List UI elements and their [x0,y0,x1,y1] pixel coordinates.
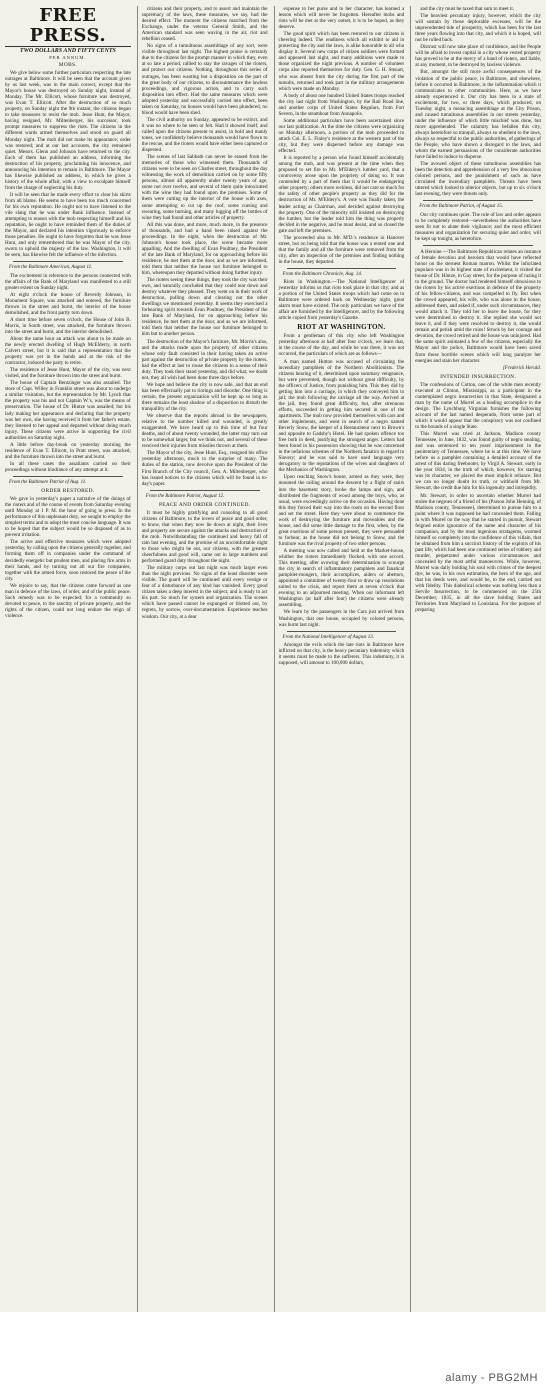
source-line: From the Baltimore Patriot of Aug. 11. [9,480,87,485]
article-paragraph: It must be highly gratifying and consoling to all good citizens of Baltimore, to the lovers of peace and good order, to know, that when they now lie down at night, their lives and property are secure against the attacks and destruction of the mob. Notwithstanding the continued and heavy fall of rain last evening, and the promise of an uncomfortable night to those who might be out, our citizens, with the greatest cheerfulness and good will, came out in large numbers and performed guard duty throughout the night. [141,509,268,565]
article-paragraph: The destruction of the Mayor's furniture, Mr. Morris's also, and the attacks made upon the property of other citizens whose only fault consisted in their having taken an active part against the destruction of private property by the rioters, had the effect at last to rouse the citizens to a sense of their duty. They took their stand yesterday, and did what, we doubt not, they all wish had been done three days before. [141,338,268,381]
column-3 [274,6,405,1316]
article-paragraph: A short time before seven o'clock, the House of John B. Morris, in South street, was attacked, the furniture thrown into the street and burnt, and the interior demolished. [5,316,131,335]
article-paragraph: The heaviest pecuniary injury, however, which the city will sustain by those deplorable excesses, will be the unprecedented tide of prosperity, which has been for the last three years flowing into that city, and which it is hoped, will not be rolled back. [415,13,541,44]
article-paragraph: This Murrel was tried at Jackson, Madison county Tennessee, in June, 1832, was found guilty of negro stealing, and was sentenced to ten years' imprisonment in the penitentiary of Tennessee, where he is at this time. We have before us a pamphlet containing a detailed account of the arrest of this daring freebooter, by Virgil A. Stewart, early in the year 1834, in the truth of which, however, for starting was its character, we placed the most implicit reliance. But we can no longer doubt its truth, or withhold from Mr. Stewart, the credit due him for his ingenuity and intrepidity. [415,431,541,492]
divider [423,200,533,201]
column-4 [410,6,541,1316]
headline-peace-and-order: PEACE AND ORDER CONTINUED. [158,501,251,508]
article-paragraph: A little before day-break on yesterday morning the residence of Evan T. Ellicott, in Pratt street, was attacked, and the furniture thrown into the street and burnt. [5,441,131,460]
source-line: [Frederick Herald. [502,365,541,371]
article-paragraph: The proceeded also to Mr. M'D.'s residence in Hanover street, but on being told that the house was a rented one and that the family and all the furniture were removed from the city, after an inspection of the premises and finding nothing in the house, they departed. [278,234,405,265]
source-line: From the Baltimore American, August 11. [9,265,93,271]
subscription-period: PER ANNUM. [49,55,87,60]
article-paragraph: From a gentleman of this city who left Washington yesterday afternoon at half after four o'clock, we learn that, in the course of the day, and while he was there, it was not occurred, the particulars of which are as follows— [278,333,405,358]
source-line: From the Baltimore Chronicle, Aug. 14. [282,271,363,277]
column-1 [5,6,131,1316]
article-paragraph: We gave in yesterday's paper a narrative of the doings of the rioters and of the course of events from Saturday evening until Monday at 1 P. M. the hour of going to press. In the performance of this unpleasant duty, we sought to employ the simplest terms and to adopt the most concise language. It was to be hoped that the subject would be so disposed of as to prevent irritation. [5,496,131,539]
article-paragraph: The rioters seeing these things, they took the city was their own, and naturally concluded that they could tear down and destroy whatever they pleased. They went on in their work of destruction, pulling down and clearing out the other dwellings we mentioned yesterday. It seems they exercised a forbearing spirit towards Evan Poultney, the President of the late Bank of Maryland, for on approaching before his residence, he met them at the door, and as we are informed, told them that neither the house nor furniture belonged to him but to another person. [141,277,268,338]
headline-intended-insurrection: INTENDED INSURRECTION. [440,373,517,380]
article-paragraph: A meeting was now called and held at the Market-house, whither the rioters immediately flocked, with one accord. This meeting, after avowing their determination to scourge the city in search of inflammatory pamphlets and fanatical pamphlet-mongers, their accomplices, aiders or abettors, appointed a committee of twenty-four to draw up resolutions suited to the crisis, and report them at seven o'clock that evening to an adjourned meeting. When our informant left Washington (at half after four) the citizens were already assembling. [278,547,405,609]
column-2 [137,6,268,1316]
article-paragraph: The Mayor of the city, Jesse Hunt, Esq., resigned his office yesterday afternoon, much to the surprise of many. The duties of the station, now devolve upon the President of the First Branch of the City council, Gen. A. Miltenberger, who has issued notices to the citizens which will be found in to-day's paper. [141,450,268,487]
source-line: From the Baltimore Patriot, August 12. [145,493,225,499]
columns [5,6,541,1316]
article-paragraph: We rejoice to say, that the citizens came forward as one man in defence of the laws, of order, and of the public peace. Such remedy was to be expected; for a community so devoted to peace, to the sanctity of private property, and the rights of the citizen, could not long endure the reign of violence. [5,582,131,619]
divider [423,245,533,246]
headline-mobs: MOBS. [58,62,77,68]
article-paragraph: Upon reaching Snow's house, armed as they were, they mounted the railing around the descent by a flight of stairs into the basement story, broke the lamps and sign, and distributed the fragments of wood among the boys, who, as usual, were exceedingly active on the occasion. Having done this they forced their way into the room on the second floor and set the street. Here they were about to commence the work of destroying the furniture and moveables and the house, and did some little damage to the first, when, by the great exertions of some person present, they were persuaded to forbear, as the house did not belong to Snow, and the furniture was the rival property of two other persons. [278,474,405,547]
article-paragraph: But, amongst the still more awful consequences of the violation of the public peace, in Baltimore, and elsewhere, before it occurred in Baltimore, is the inflammation which it communicates to other communities. Here, as we have already experienced it. Our city has been in a state of excitement, for two, or three days, which produced, on Tuesday night, a menacing assemblage at the City Prison, and caused tumultuous assemblies in our streets yesterday, under the influence of which little mischief was done, but more apprehended. The calamity has befallen this city, always heretofore so tranquil, always so obedient to the laws, always so respectful to the public authorities, of gatherings of the People, who have shown a disregard to the laws, and whom the earnest persuasions of the considerate authorities have failed to induce to disperse. [415,69,541,161]
article-paragraph: Riots in Washington.—The National Intelligencer of yesterday informs us that riots took place in that city; and as a portion of the United States troops which had come on to Baltimore were ordered back on Wednesday night, great alarm must have existed. The only particulars we have of the affair are furnished by the Intelligencer, and by the following article copied from yesterday's Gazette. [278,279,405,322]
article-paragraph: A Heroine.—The Baltimore Republican relates an instance of female devotion and heroism that would have reflected honor on the sternest Roman matron. Whilst the infuriated populace was in its highest state of excitement, it visited the house of Dr. Hintze, in Gay street, for the purpose of razing it to the ground. The doctor had rendered himself obnoxious to the rioters by his active exertions in defence of the property of his fellow-citizens, and was compelled to fly. But when the crowd appeared, his wife, who was alone in the house, addressed them, and asked if, under such circumstances, they would attack it. They told her to leave the house, for they were determined to destroy it. She replied she would not leave it, and if they were resolved to destroy it, she would remain and perish amid the ruins! Struck by her courage and devotion, the crowd retired and the house was uninjured. Had the same spirit animated a few of the citizens, especially the Mayor and the police, Baltimore would have been saved from those horrible scenes which will long paralyze her energies and stain her character. [415,248,541,364]
article-paragraph: No signs of a tumultuous assemblage of any sort, were visible throughout last night. The highest praise is certainly due to the citizens for the prompt manner in which they, even at so late a period, rallied to stay the ravages of the rioters, and protect our citizens. Nothing, throughout this series of outrages, has been wanting but a disposition on the part of the great body of our citizens, to discountenance the lawless proceedings, and vigorous action, and to carry such disposition into effect. Had the same measures which were adopted yesterday and successfully carried into effect, been taken on Saturday, no houses would have been plundered, no blood would have been shed. [141,43,268,116]
article-paragraph: We hope and believe the city is now safe, and that an end has been effectually put to riotings and disorder. One thing is certain, the present organization will be kept up so long as there remains the least shadow of a disposition to disturb the tranquillity of the city. [141,381,268,413]
article-paragraph: The military corps out last night was much larger even than the night previous. No signs of the least disorder were visible. The guard will be continued until every vestige or fear of a disturbance of any kind has vanished. Every good citizen takes a deep interest in the subject, and is ready to act his part. So much for system and organization. The scenes which have passed cannot be expunged or blotted out, by regrets, by sorrow, over-documentation. Experience teaches wisdom. Our city, at a dear [141,565,268,620]
article-paragraph: At eight o'clock the house of Reverdy Johnson, in Monument Square, was attacked and entered, the furniture thrown in the street and burnt, the interior of the house demolished, and the front partly torn down. [5,291,131,316]
article-paragraph: The confessions of Cotton, one of the white men recently executed at Clinton, Mississippi, as a participant in the contemplated negro insurrection in that State, designated a man by the name of Murrel as a leading accomplice in the design. The Lynchburg Virginian furnishes the following account of the last named desperado, from some part of which it would appear that the conspiracy was not confined to the bounds of a single State. [415,381,541,430]
article-paragraph: In all these cases the assailants carried on their proceedings without hindrance of any attempt at it. [5,460,131,473]
source-line: From the Baltimore Patriot, of August 15. [419,204,503,210]
subscription-price: TWO DOLLARS AND FIFTY CENTS [19,48,116,54]
divider [150,490,260,491]
article-paragraph: The good spirit which has been restored to our citizens is cheering indeed. The readiness which all exhibit to aid in protecting the city and the laws, is alike honorable to all who display it. Several new corps of citizen soldiers were formed and appeared last night, and many additions were made to those organized the night previous. A number of volunteer corps also reported themselves for duty. Gen. G. H. Steuart, who was absent from the city during the first part of the tumults, returned and took part in the military arrangements which were made on Monday. [278,31,405,92]
article-paragraph: The civil authority on Sunday, appeared to be extinct, and it was no where to be seen or felt. Had it showed itself, and called upon the citizens present to assist, in bold and manly tones, we confidently believe thousands would have flown to the rescue, and the rioters would have either been captured or dispersed. [141,116,268,154]
divider [13,261,123,262]
article-paragraph: and the city must be taxed that sum to meet it. [420,6,515,12]
article-paragraph: A body of about one hundred United States troops reached the city last night from Washington, by the Rail Road line, and another corps of United States Regulars, from Fort Severn, in the steamboat from Annapolis. [278,92,405,117]
watermark-strip [0,1312,546,1390]
divider [287,631,397,632]
article-paragraph: We learn by the passengers in the Cars just arrived from Washington, that one house, occupied by colored persons, was burnt last night. [278,609,405,628]
article-paragraph: Distrust will now take place of confidence, and the People will be afraid to invest capital in a city whose vested property has proved to be at the mercy of a band of rioters, and liable, at any moment, to be destroyed by lawless violence. [415,44,541,69]
article-paragraph: Our city continues quiet. The rule of law and order appears to be completely restored—nevertheless the authorities have seen fit not to abate their vigilance; and the most efficient measures and organization for securing quiet and order, will be kept up tonight, as heretofore. [415,211,541,242]
masthead: FREE PRESS. [5,6,131,47]
article-paragraph: The residence of Jesse Hunt, Mayor of the city, was next visited, and the furniture thrown into the street and burnt. [5,367,131,380]
article-paragraph: It will be seen that he made every effort to clear his skirts from all blame. He seems to have been too much concerned for his own reputation. He ought not to have listened to the vile slang that he was under Bank influence. Instead of attempting to reason with the mob respecting himself and his reputation, he ought to have reminded them of the duties of the Mayor, and declared his intention vigorously to enforce those penalties. He ought to have forgotten that he was Jesse Hunt, and only remembered that he was Mayor of the city, sworn to uphold the majesty of the law. Washington, it will be seen, has likewise felt the influence of the infection. [5,191,131,259]
article-paragraph: About the same hour an attack was about to be made on the newly erected dwelling of Hugh McElderry, in north Calvert street, but it is said that a representation that the property was yet in the hands and at the risk of the contractor, induced the party to retire. [5,335,131,367]
article-paragraph: We give below some further particulars respecting the late outrages at Baltimore. It will be seen that the account given by us last week, was in the main correct, except that the Mayor's house was destroyed on Sunday night, instead of Monday. The Mr. Ellicott, whose furniture was destroyed, was Evan T. Ellicott. After the destruction of so much property, on Sunday night the 9th instant, the citizens began to take measures to resist the mob. Jesse Hunt, the Mayor, having resigned, Mr. Miltenberger, his successor, took prompt measures to suppress the riots. The citizens in the different wards armed themselves and stood on guard all Monday night. The mob did not make its appearance; order was restored; and at our last accounts, the city remained quiet. Messrs. Glenn and Johnson have returned to the city. Each of them has published an address, informing the destruction of his property, proclaiming his innocence, and announcing his intention to remain in Baltimore. The Mayor has likewise published an address, in which he gives a history of the whole affair, with a view to exculpate himself from the charge of neglecting his duty. [5,70,131,191]
article-paragraph: The house of Captain Bentzinger was also assailed. The store of Capt. Willey in Franklin street was about to undergo a similar visitation, but the representation by Mr. Lynch that the property was his and not Captain W.'s, was the means of preservation. The house of Dr. Hintze was assailed; but his lady making her appearance and declaring that the property was her own, she having received it from her father's estate, they listened to her appeal and departed without doing much injury. These citizens were active in supporting the civil authorities on Saturday night. [5,380,131,441]
divider [287,268,397,269]
article-paragraph: Amongst the evils which the late riots in Baltimore have inflicted on that city, is the heavy pecuniary indemnity which it seems must be made to the sufferers. This indemnity, it is supposed, will amount to 100,000 dollars, [278,641,405,666]
article-paragraph: Mr. Stewart, in order to ascertain whether Murrel had stolen the negroes of a friend of his (Parson John Henning, of Madison county, Tennessee), determined to pursue him to a point where it was supposed he had concealed them. Falling in with Murrel on the way that he started in pursuit, Stewart feigned entire ignorance of the name and character of his companion, and by the most ingenious stratagems, wormed himself so completely into the confidence of this villain, that he obtained from him a succinct history of the exploits of his past life, which had been one continued series of robbery and murder, perpetrated under various circumstances and concealed by the most artful manoeuvres. While, however, Murrel was daily holding his soul with crimes of the deepest dye, he was, in his own estimation, the hero of the age, and that his deeds were, and would be, to the end, carried out with fidelity. This diabolical scheme was nothing less than a Servile Insurrection, to be commenced on the 25th December, 1835, in all the slave holding States and Territories from Maryland to Louisiana. For the purpose of preparing [415,492,541,614]
stock-watermark: alamy - PBG2MH [445,1372,538,1384]
article-paragraph: It is reported by a person who found himself accidentally among the mob, and was present at the time when they proposed to set fire to Mr. M'Eldery's lumber yard, that a controversy arose upon the propriety of doing so. It was contended by a part of them that it would be endangering other property; others more reckless, did not care so much for the safety of other people's property as they did for the destruction of Mr. M'Eldery's. A vote was finally taken, the leader acting as Chairman, and decided against destroying the property. One of the minority still insisted on destroying the lumber, but the leader told him the thing was properly decided in the negative, and he must desist, and so closed the gate and left the premises. [278,155,405,234]
article-paragraph: The active and effective measures which were adopted yesterday, by calling upon the citizens generally together, and forming them off in companies under the command of decidedly energetic but prudent men, and placing fire arms in their hands, and by turning out all our fire companies, together with the armed force, soon restored the peace of the city. [5,539,131,582]
article-paragraph: The avowed object of these tumultuous assemblies has been the detection and apprehension of a very few obnoxious colored persons, and the punishment of such as have circulated the incendiary pamphlets. Threats have been uttered which looked to ulterior objects, but up to six o'clock last evening, they were threats only. [415,161,541,198]
source-line: From the National Intelligencer of August 13. [282,634,375,640]
article-paragraph: The scenes of last Sabbath can never be erased from the memories of those who witnessed them. Thousands of citizens were to be seen on Charles street, throughout the day witnessing the work of demolition carried on by some fifty persons, almost all apparently under twenty years of age, some not over twelve, and several of them quite intoxicated with the wine they had found upon the premises. Some of them were cutting up the interior of the house with axes, some attempting to cut up the roof, some cursing and swearing, some burning, and many lugging off the bottles of wine they had found and other articles of property. [141,154,268,221]
headline-riot-at-washington: RIOT AT WASHINGTON. [297,323,386,332]
headline-order-restored: ORDER RESTORED. [41,488,95,495]
article-paragraph: expense to her purse and to her character, has learned a lesson which will never be forgotten. Hereafter mobs and riots will be met at the very outset, it is to be hoped, as they deserve. [278,6,405,31]
article-paragraph: All this was done, and more, much more, in the presence of thousands, and had a hand been raised against the proceedings. In the night, when the destruction of Mr. Johnson's house took place, the scene became more appalling. And the dwelling of Evan Poultney, the President of the late Bank of Maryland, for on approaching before his residence, he met them at the door, and as we are informed, told them that neither the house nor furniture belonged to him, whereupon they departed without doing further injury. [141,221,268,277]
divider [13,476,123,477]
article-paragraph: citizens and their property, and to assert and maintain the supremacy of the laws, these measures, we say, had the desired effect. The moment the citizens marched from the Exchange, under the veteran General Smith, and the American standard was seen waving in the air, riot and rebellion ceased. [141,6,268,43]
article-paragraph: The excitement in reference to the persons connected with the affairs of the Bank of Maryland was manifested to a still greater extent on Sunday night. [5,272,131,291]
article-paragraph: A man named Hutton was accused of circulating the incendiary pamphlets of the Northern Abolitionists. The citizens hearing of it, determined upon summary vengeance, but were prevented, though not without great difficulty, by the officers of Justice, from punishing him. This they did by getting him into a carriage, in which they conveyed him to jail; the mob following the carriage all the way. Arrived at the jail, they found great difficulty, but, after strenuous efforts, succeeded in getting him secured in one of the apartments. The mob now provided themselves with cars and other implements, and went in search of a negro named Beverly Snow, the keeper of a Restaurateur next to Brown's and opposite to Gadsby's Hotel. He had spoken offence too free both in deed, justifying the strongest anger. Letters had been found in his possession showing that he was concerned in the nefarious schemes of the Northern fanatics in regard to Slavery; and he was said to have used language very derogatory to the reputations of the wives and daughters of the Mechanics of Washington. [278,358,405,474]
article-paragraph: Some additional particulars have been ascertained since our last publication. At the time the citizens were organizing on Monday afternoon, a portion of the mob proceeded to attack Col. E. L. Finley's residence at the western part of the city, but they were dispersed before any damage was effected. [278,117,405,155]
article-paragraph: We observe that the reports abroad in the newspapers, relative to the number killed and wounded, is greatly exaggerated. We have heard up to this time of but four deaths, and of about twenty wounded, the latter may turn out to be somewhat larger, but we think not, and several of these received their injuries from missiles thrown at them. [141,413,268,450]
